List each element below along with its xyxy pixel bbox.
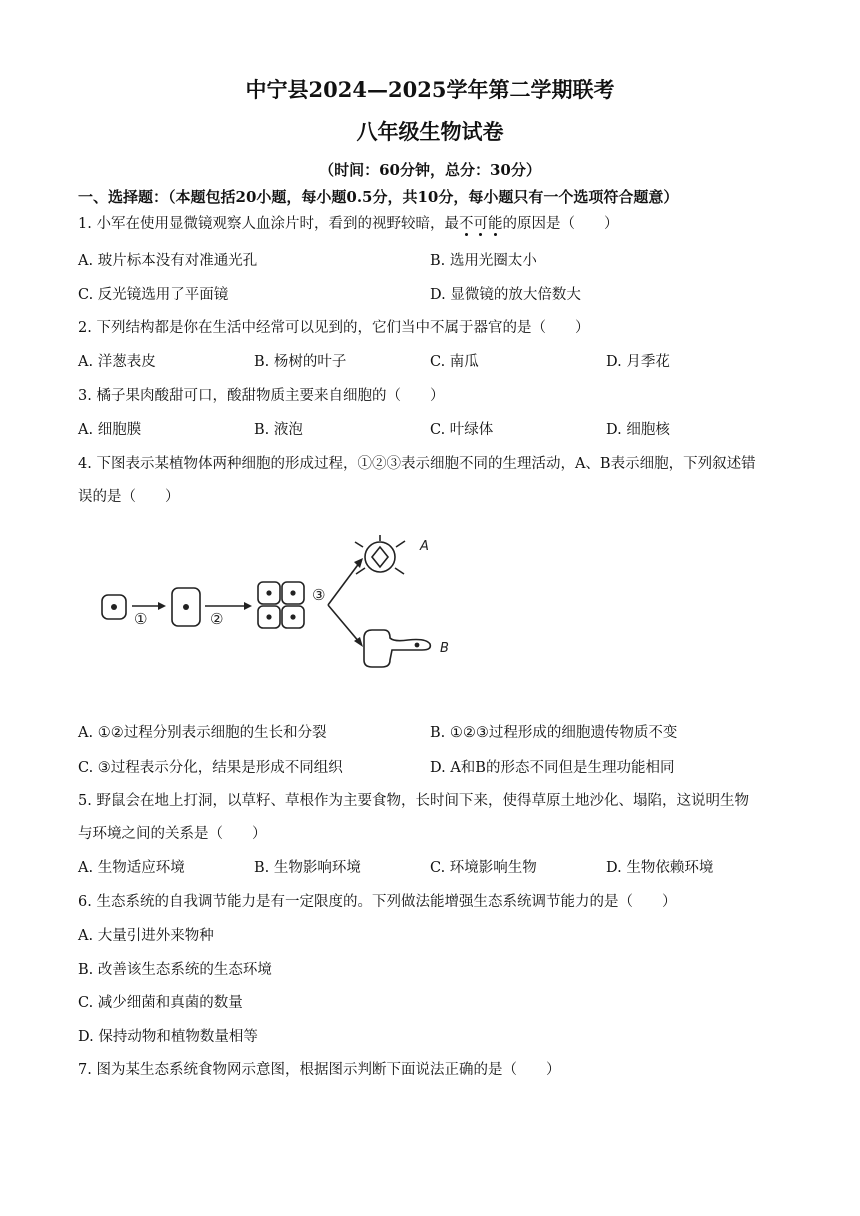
question-6-stem: 6. 生态系统的自我调节能力是有一定限度的。下列做法能增强生态系统调节能力的是（ ） (78, 894, 677, 910)
label-step-2: ② (210, 610, 224, 628)
question-2-option-c: C. 南瓜 (430, 354, 479, 370)
label-step-1: ① (134, 610, 148, 628)
question-3-option-d: D. 细胞核 (606, 422, 670, 438)
exam-title: 中宁县2024—2025学年第二学期联考 (245, 77, 615, 102)
question-2-option-b: B. 杨树的叶子 (254, 354, 347, 370)
exam-subtitle: 八年级生物试卷 (356, 119, 504, 144)
question-1-option-d: D. 显微镜的放大倍数大 (430, 287, 581, 303)
question-6-option-d: D. 保持动物和植物数量相等 (78, 1029, 258, 1045)
arrow-1-head (158, 602, 166, 610)
question-3-option-b: B. 液泡 (254, 422, 303, 438)
question-4-option-c: C. ③过程表示分化，结果是形成不同组织 (78, 760, 343, 776)
cell-formation-figure (90, 520, 470, 670)
question-6-option-a: A. 大量引进外来物种 (78, 928, 214, 944)
cells-divided (258, 582, 304, 628)
question-7-stem: 7. 图为某生态系统食物网示意图，根据图示判断下面说法正确的是（ ） (78, 1062, 561, 1078)
question-2-option-a: A. 洋葱表皮 (78, 354, 156, 370)
label-step-3: ③ (312, 586, 326, 604)
cell-a (355, 535, 405, 574)
arrow-to-b (328, 605, 360, 643)
question-5-option-c: C. 环境影响生物 (430, 860, 537, 876)
question-5-option-b: B. 生物影响环境 (254, 860, 361, 876)
exam-info: （时间：60分钟，总分：30分） (319, 161, 541, 179)
arrow-to-a-head (354, 558, 363, 568)
question-1-option-a: A. 玻片标本没有对准通光孔 (78, 253, 258, 269)
cell-b (364, 630, 430, 667)
question-5-stem-line2: 与环境之间的关系是（ ） (78, 826, 267, 842)
question-3-stem: 3. 橘子果肉酸甜可口，酸甜物质主要来自细胞的（ ） (78, 388, 445, 404)
question-5-stem-line1: 5. 野鼠会在地上打洞，以草籽、草根作为主要食物，长时间下来，使得草原土地沙化、塌陷，这说明生物 (78, 793, 749, 809)
arrow-2-head (244, 602, 252, 610)
question-4-stem-line1: 4. 下图表示某植物体两种细胞的形成过程，①②③表示细胞不同的生理活动，A、B表示细胞，下列叙述错 (78, 456, 756, 472)
arrow-to-a (328, 562, 360, 605)
question-2-stem: 2. 下列结构都是你在生活中经常可以见到的，它们当中不属于器官的是（ ） (78, 320, 590, 336)
question-3-option-c: C. 叶绿体 (430, 422, 494, 438)
question-1-option-c: C. 反光镜选用了平面镜 (78, 287, 229, 303)
question-3-option-a: A. 细胞膜 (78, 422, 142, 438)
section-heading: 一、选择题：（本题包括20小题，每小题0.5分，共10分，每小题只有一个选项符合题意） (78, 188, 679, 206)
question-4-option-a: A. ①②过程分别表示细胞的生长和分裂 (78, 725, 327, 741)
label-cell-b: B (440, 641, 449, 656)
question-6-option-c: C. 减少细菌和真菌的数量 (78, 995, 243, 1011)
question-4-option-b: B. ①②③过程形成的细胞遗传物质不变 (430, 725, 678, 741)
question-1-stem: 1. 小军在使用显微镜观察人血涂片时，看到的视野较暗，最不可能的原因是（ ） (78, 216, 619, 232)
question-4-stem-line2: 误的是（ ） (78, 489, 180, 505)
question-2-option-d: D. 月季花 (606, 354, 670, 370)
question-4-option-d: D. A和B的形态不同但是生理功能相同 (430, 760, 675, 776)
label-cell-a: A (420, 539, 429, 554)
question-5-option-d: D. 生物依赖环境 (606, 860, 714, 876)
question-1-option-b: B. 选用光圈太小 (430, 253, 537, 269)
question-5-option-a: A. 生物适应环境 (78, 860, 185, 876)
question-6-option-b: B. 改善该生态系统的生态环境 (78, 962, 272, 978)
